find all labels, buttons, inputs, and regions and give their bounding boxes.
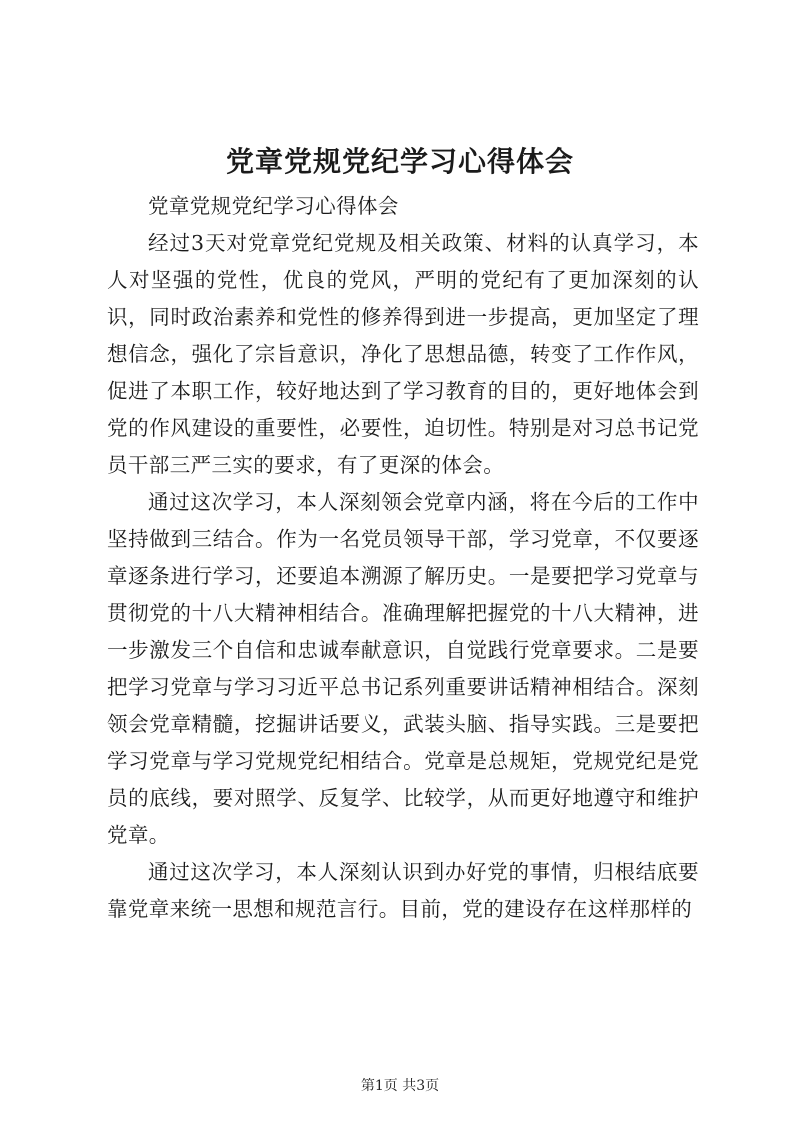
paragraph: 通过这次学习，本人深刻认识到办好党的事情，归根结底要靠党章来统一思想和规范言行。目前，党的建设存在这样那样的	[107, 860, 699, 921]
page-footer: 第1页 共3页	[360, 1078, 440, 1094]
document-subtitle: 党章党规党纪学习心得体会	[148, 194, 399, 218]
document-title: 党章党规党纪学习心得体会	[225, 145, 574, 178]
paragraph: 通过这次学习，本人深刻领会党章内涵，将在今后的工作中坚持做到三结合。作为一名党员领导干部，学习党章，不仅要逐章逐条进行学习，还要追本溯源了解历史。一是要把学习党章与贯彻党的十八大精神相结合。准确理解把握党的十八大精神，进一步激发三个自信和忠诚奉献意识，自觉践行党章要求。二是要把学习党章与学习习近平总书记系列重要讲话精神相结合。深刻领会党章精髓，挖掘讲话要义，武装头脑、指导实践。三是要把学习党章与学习党规党纪相结合。党章是总规矩，党规党纪是党员的底线，要对照学、反复学、比较学，从而更好地遵守和维护党章。	[107, 490, 699, 847]
document-body	[107, 188, 699, 928]
paragraph: 经过3天对党章党纪党规及相关政策、材料的认真学习，本人对坚强的党性，优良的党风，严明的党纪有了更加深刻的认识，同时政治素养和党性的修养得到进一步提高，更加坚定了理想信念，强化了宗旨意识，净化了思想品德，转变了工作作风，促进了本职工作，较好地达到了学习教育的目的，更好地体会到党的作风建设的重要性，必要性，迫切性。特别是对习总书记党员干部三严三实的要求，有了更深的体会。	[107, 231, 699, 477]
